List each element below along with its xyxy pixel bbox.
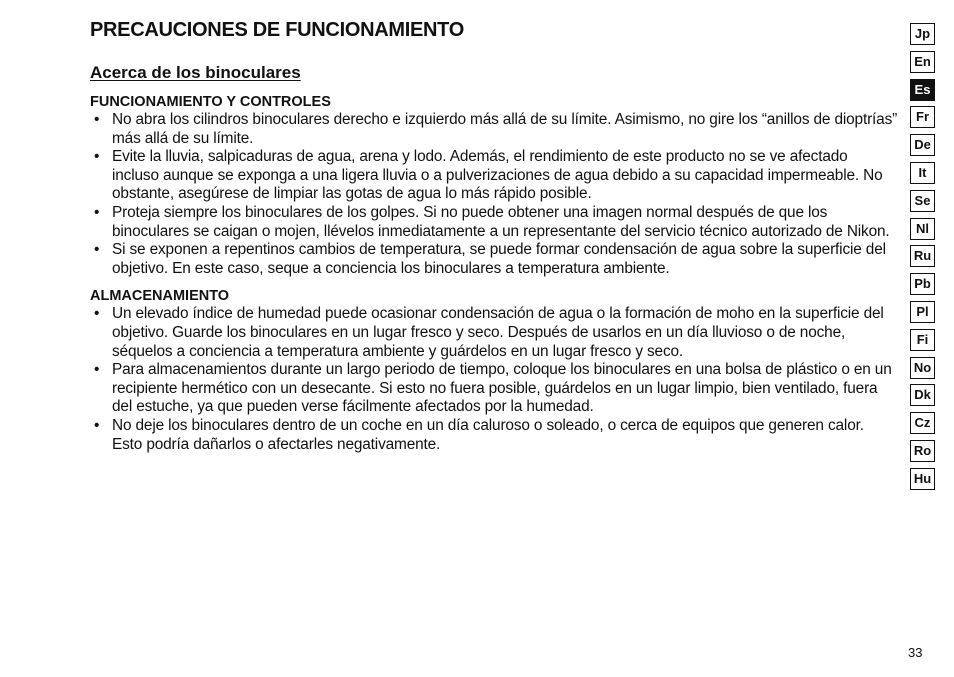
list-item-text: No abra los cilindros binoculares derecho e izquierdo más allá de su límite. Asimismo, no gire los “anillos de dioptrías” más allá de su límite. (112, 111, 898, 147)
bullet-glyph: • (94, 203, 100, 221)
page-number: 33 (908, 645, 923, 660)
language-tab-list (910, 23, 935, 496)
language-tab-en[interactable]: En (910, 51, 935, 73)
list-item (90, 417, 898, 454)
list-item-text: No deje los binoculares dentro de un coche en un día caluroso o soleado, o cerca de equipos que generen calor. Esto podría dañarlos o afectarles negativamente. (112, 416, 864, 453)
language-tab-ru[interactable]: Ru (910, 245, 935, 267)
bullet-list-operation-controls (90, 111, 898, 278)
bullet-glyph: • (94, 416, 100, 434)
language-tab-no[interactable]: No (910, 357, 935, 379)
language-tab-ro[interactable]: Ro (910, 440, 935, 462)
subheading-operation-controls: FUNCIONAMIENTO Y CONTROLES (90, 94, 331, 110)
language-tab-pl[interactable]: Pl (910, 301, 935, 323)
bullet-list-storage (90, 305, 898, 454)
subheading-storage: ALMACENAMIENTO (90, 288, 230, 305)
list-item (90, 204, 898, 241)
language-tab-fr[interactable]: Fr (910, 106, 935, 128)
list-item (90, 148, 898, 204)
language-tab-jp[interactable]: Jp (910, 23, 935, 45)
bullet-glyph: • (94, 305, 100, 323)
language-tab-dk[interactable]: Dk (910, 384, 935, 406)
language-tab-de[interactable]: De (910, 134, 935, 156)
language-tab-es[interactable]: Es (910, 79, 935, 101)
list-item-text: Evite la lluvia, salpicaduras de agua, arena y lodo. Además, el rendimiento de este producto no se ve afectado incluso aunque se exponga a una ligera lluvia o a pulverizaciones de agua debido a su capacidad impermeable. No obstante, asegúrese de limpiar las gotas de agua lo más rápido posible. (112, 148, 883, 203)
language-tab-nl[interactable]: Nl (910, 218, 935, 240)
language-tab-it[interactable]: It (910, 162, 935, 184)
section-title: Acerca de los binoculares (90, 63, 301, 82)
language-tab-pb[interactable]: Pb (910, 273, 935, 295)
language-tab-se[interactable]: Se (910, 190, 935, 212)
list-item-text: Proteja siempre los binoculares de los golpes. Si no puede obtener una imagen normal después de que los binoculares se caigan o mojen, llévelos inmediatamente a un representante del servicio técnico autorizado de Nikon. (112, 203, 890, 240)
list-item (90, 305, 898, 361)
language-tab-cz[interactable]: Cz (910, 412, 935, 434)
bullet-glyph: • (94, 148, 100, 166)
bullet-glyph: • (94, 111, 100, 128)
page-title: PRECAUCIONES DE FUNCIONAMIENTO (90, 19, 464, 41)
list-item (90, 111, 898, 148)
bullet-glyph: • (94, 241, 100, 259)
list-item-text: Si se exponen a repentinos cambios de temperatura, se puede formar condensación de agua sobre la superficie del objetivo. En este caso, seque a conciencia los binoculares a temperatura ambiente. (112, 241, 886, 277)
list-item (90, 241, 898, 278)
language-tab-fi[interactable]: Fi (910, 329, 935, 351)
content-body (90, 93, 898, 454)
language-tab-hu[interactable]: Hu (910, 468, 935, 490)
list-item (90, 361, 898, 417)
list-item-text: Un elevado índice de humedad puede ocasionar condensación de agua o la formación de moho en la superficie del objetivo. Guarde los binoculares en un lugar fresco y seco. Después de usarlos en un día lluvioso o de noche, séquelos a conciencia a temperatura ambiente y guárdelos en un lugar fresco y seco. (112, 305, 884, 360)
bullet-glyph: • (94, 361, 100, 379)
list-item-text: Para almacenamientos durante un largo periodo de tiempo, coloque los binoculares en una bolsa de plástico o en un recipiente hermético con un desecante. Si esto no fuera posible, guárdelos en un lugar limpio, bien ventilado, fuera del estuche, ya que pueden verse fácilmente afectados por la humedad. (112, 361, 892, 416)
